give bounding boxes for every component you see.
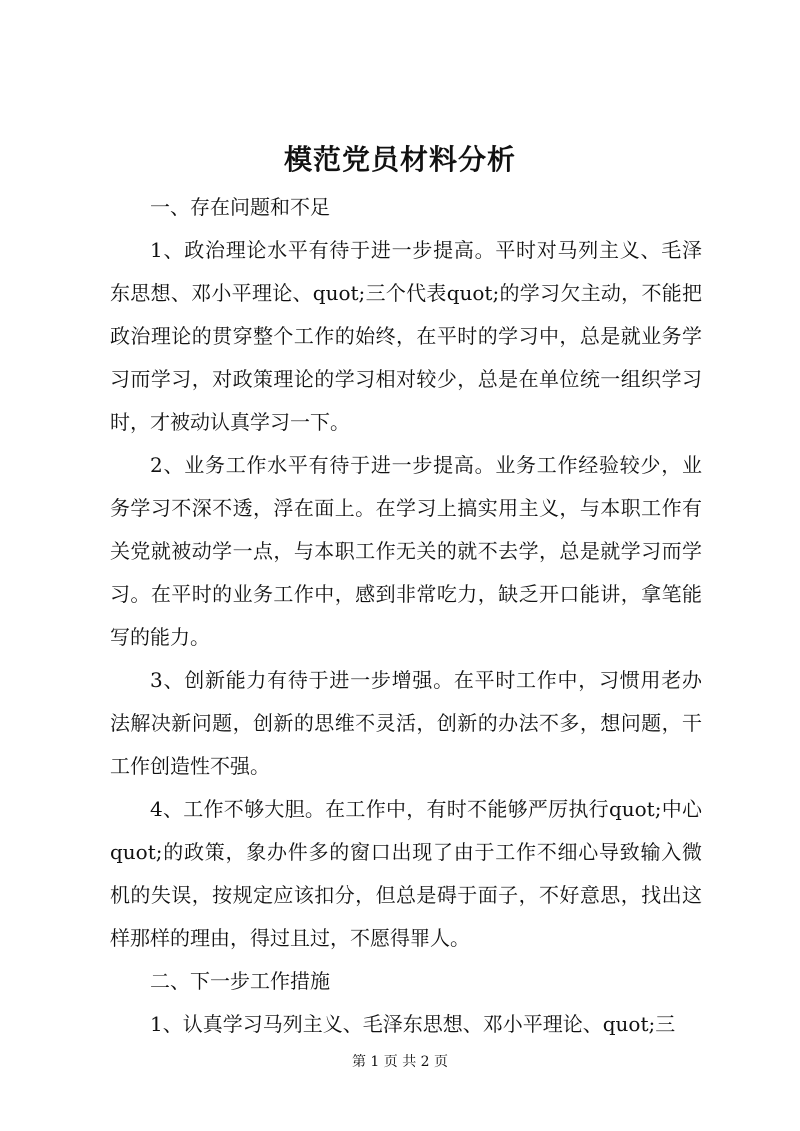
paragraph-1: 1、政治理论水平有待于进一步提高。平时对马列主义、毛泽东思想、邓小平理论、quot;三个代表quot;的学习欠主动，不能把政治理论的贯穿整个工作的始终，在平时的学习中，总是就业务学习而学习，对政策理论的学习相对较少，总是在单位统一组织学习时，才被动认真学习一下。 [110, 238, 702, 434]
page-number: 第 1 页 共 2 页 [351, 1054, 449, 1070]
paragraph-5: 1、认真学习马列主义、毛泽东思想、邓小平理论、quot;三 [150, 1012, 676, 1036]
paragraph-2: 2、业务工作水平有待于进一步提高。业务工作经验较少，业务学习不深不透，浮在面上。在学习上搞实用主义，与本职工作有关党就被动学一点，与本职工作无关的就不去学，总是就学习而学习。在平时的业务工作中，感到非常吃力，缺乏开口能讲，拿笔能写的能力。 [110, 453, 702, 649]
document-body [110, 186, 702, 1046]
section-heading-measures: 二、下一步工作措施 [150, 969, 330, 993]
section-heading-problems: 一、存在问题和不足 [150, 195, 330, 219]
document-title: 模范党员材料分析 [283, 143, 516, 176]
paragraph-3: 3、创新能力有待于进一步增强。在平时工作中，习惯用老办法解决新问题，创新的思维不灵活，创新的办法不多，想问题，干工作创造性不强。 [110, 668, 702, 778]
paragraph-4: 4、工作不够大胆。在工作中，有时不能够严厉执行quot;中心quot;的政策，象办件多的窗口出现了由于工作不细心导致输入微机的失误，按规定应该扣分，但总是碍于面子，不好意思，找出这样那样的理由，得过且过，不愿得罪人。 [110, 797, 702, 950]
